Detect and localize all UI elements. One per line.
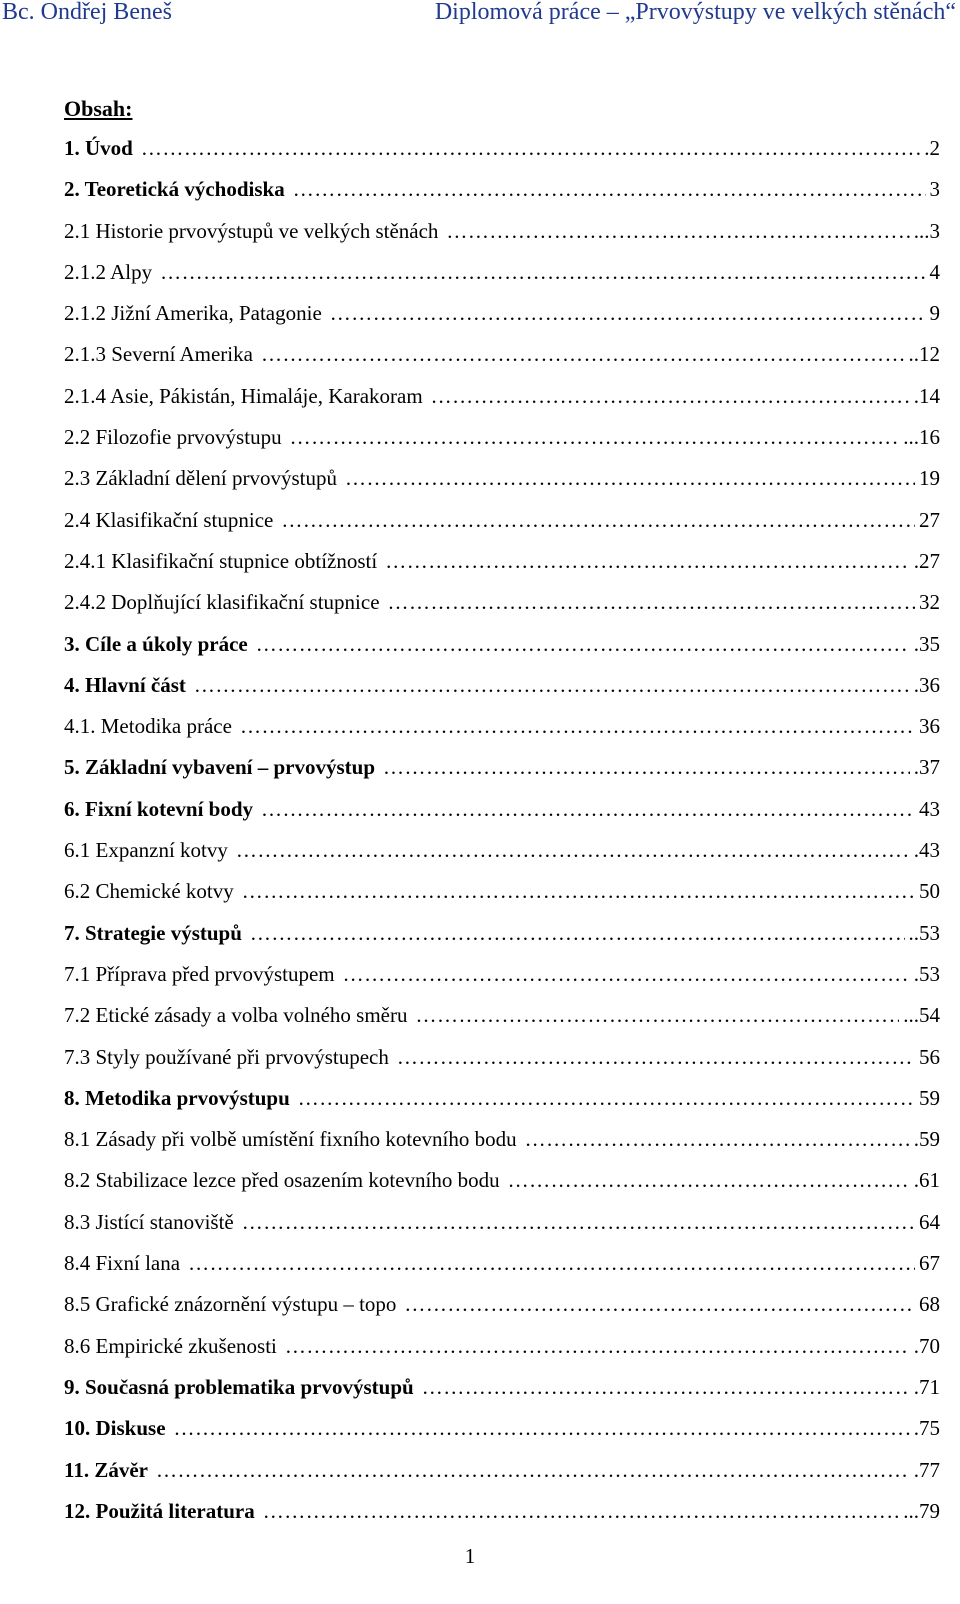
toc-dot-leader xyxy=(383,755,910,779)
toc-entry-page: .36 xyxy=(913,672,940,697)
toc-entry-page: 19 xyxy=(919,466,940,491)
toc-entry-page: .2 xyxy=(924,136,940,160)
toc-entry xyxy=(64,136,940,177)
toc-entry-label: 8.5 Grafické znázornění výstupu – topo xyxy=(64,1292,397,1317)
toc-dot-leader xyxy=(261,797,915,821)
toc-entry-page: .14 xyxy=(913,383,940,408)
toc-dot-leader xyxy=(431,384,910,408)
toc-entry xyxy=(64,632,940,673)
toc-entry-page: 68 xyxy=(919,1292,940,1317)
toc-dot-leader xyxy=(397,1045,915,1069)
toc-entry-label: 6.2 Chemické kotvy xyxy=(64,879,234,904)
toc-dot-leader xyxy=(261,342,905,366)
toc-entry xyxy=(64,177,940,218)
toc-entry xyxy=(64,797,940,838)
toc-entry-label: 12. Použitá literatura xyxy=(64,1498,255,1523)
toc-entry-page: ...3 xyxy=(913,218,940,243)
toc-entry-label: 2.1 Historie prvovýstupů ve velkých stěnách xyxy=(64,218,439,243)
toc-entry-page: .27 xyxy=(913,548,940,573)
toc-entry-label: 8.2 Stabilizace lezce před osazením kotevního bodu xyxy=(64,1168,500,1193)
toc-entry xyxy=(64,549,940,590)
toc-entry-page: .77 xyxy=(913,1457,940,1482)
toc-entry xyxy=(64,590,940,631)
toc-dot-leader xyxy=(263,1499,900,1523)
toc-entry-label: 8. Metodika prvovýstupu xyxy=(64,1085,290,1110)
toc-entry-page: 56 xyxy=(919,1044,940,1069)
toc-entry-label: 2.4 Klasifikační stupnice xyxy=(64,507,274,532)
toc-entry xyxy=(64,219,940,260)
toc-entry xyxy=(64,425,940,466)
toc-dot-leader xyxy=(422,1375,910,1399)
toc-dot-leader xyxy=(330,301,926,325)
toc-entry-page: .35 xyxy=(913,631,940,656)
toc-entry-label: 8.3 Jistící stanoviště xyxy=(64,1209,234,1234)
toc-entry-label: 2.4.1 Klasifikační stupnice obtížností xyxy=(64,548,378,573)
toc-dot-leader xyxy=(256,632,910,656)
toc-dot-leader xyxy=(194,673,910,697)
toc-entry xyxy=(64,508,940,549)
toc-entry-label: 2. Teoretická východiska xyxy=(64,177,285,202)
toc-entry-label: 2.1.2 Jižní Amerika, Patagonie xyxy=(64,301,322,326)
toc-entry xyxy=(64,1499,940,1540)
toc-dot-leader xyxy=(343,962,910,986)
toc-entry-label: 2.1.3 Severní Amerika xyxy=(64,342,253,367)
toc-dot-leader xyxy=(446,219,909,243)
toc-entry-page: ..53 xyxy=(908,920,940,945)
toc-dot-leader xyxy=(174,1416,910,1440)
toc-dot-leader xyxy=(242,1210,915,1234)
toc-entry-page: .59 xyxy=(913,1127,940,1152)
toc-entry-page: 9 xyxy=(929,301,940,326)
toc-dot-leader xyxy=(525,1127,910,1151)
toc-entry-page: .53 xyxy=(913,961,940,986)
toc-entry-label: 6. Fixní kotevní body xyxy=(64,796,254,821)
toc-dot-leader xyxy=(240,714,915,738)
toc-entry xyxy=(64,342,940,383)
toc-dot-leader xyxy=(242,879,915,903)
toc-entry-label: 6.1 Expanzní kotvy xyxy=(64,838,228,863)
toc-entry xyxy=(64,755,940,796)
toc-dot-leader xyxy=(250,921,905,945)
toc-entry-label: 2.1.4 Asie, Pákistán, Himaláje, Karakoram xyxy=(64,383,423,408)
toc-entry-page: .37 xyxy=(913,755,940,780)
toc-entry xyxy=(64,301,940,342)
toc-dot-leader xyxy=(293,177,926,201)
toc-entry-page: 64 xyxy=(919,1209,940,1234)
toc-entry-label: 2.1.2 Alpy xyxy=(64,259,153,284)
toc-entry-label: 7.2 Etické zásady a volba volného směru xyxy=(64,1003,408,1028)
toc-entry-page: 36 xyxy=(919,714,940,739)
toc-entry-page: 27 xyxy=(919,507,940,532)
toc-entry xyxy=(64,1127,940,1168)
toc-entry-label: 4.1. Metodika práce xyxy=(64,714,232,739)
toc-entry xyxy=(64,962,940,1003)
toc-entry-label: 3. Cíle a úkoly práce xyxy=(64,631,248,656)
toc-entry xyxy=(64,1086,940,1127)
toc-entry xyxy=(64,1168,940,1209)
toc-entry xyxy=(64,921,940,962)
toc-dot-leader xyxy=(298,1086,915,1110)
toc-dot-leader xyxy=(345,466,915,490)
toc-entry xyxy=(64,838,940,879)
toc-entry xyxy=(64,1210,940,1251)
toc-entry xyxy=(64,879,940,920)
toc-heading: Obsah: xyxy=(64,96,133,121)
toc-dot-leader xyxy=(385,549,910,573)
toc-entry-page: 67 xyxy=(919,1251,940,1276)
toc-dot-leader xyxy=(141,136,920,160)
toc-entry xyxy=(64,1251,940,1292)
toc-dot-leader xyxy=(388,590,915,614)
toc-entry xyxy=(64,714,940,755)
toc-entry xyxy=(64,1375,940,1416)
toc-entry-page: 32 xyxy=(919,590,940,615)
toc-entry-page: 59 xyxy=(919,1085,940,1110)
page-header xyxy=(0,0,960,28)
toc-dot-leader xyxy=(156,1458,910,1482)
toc-entry-label: 11. Závěr xyxy=(64,1457,148,1482)
toc-entry xyxy=(64,1003,940,1044)
toc-entry-label: 10. Diskuse xyxy=(64,1416,166,1441)
toc-dot-leader xyxy=(281,508,915,532)
toc-entry-page: 43 xyxy=(919,796,940,821)
toc-entry-label: 8.1 Zásady při volbě umístění fixního kotevního bodu xyxy=(64,1127,517,1152)
toc-entry-page: .75 xyxy=(913,1416,940,1441)
header-author: Bc. Ondřej Beneš xyxy=(2,0,172,25)
toc-dot-leader xyxy=(285,1334,910,1358)
toc-entry-label: 7. Strategie výstupů xyxy=(64,920,242,945)
toc-entry xyxy=(64,1292,940,1333)
page-number: 1 xyxy=(464,1544,476,1568)
toc-dot-leader xyxy=(290,425,900,449)
toc-dot-leader xyxy=(415,1003,899,1027)
toc-entry xyxy=(64,1416,940,1457)
toc-entry-page: 3 xyxy=(929,177,940,202)
toc-entry xyxy=(64,1045,940,1086)
toc-entry xyxy=(64,1334,940,1375)
toc-entry xyxy=(64,260,940,301)
table-of-contents xyxy=(64,136,940,1540)
header-thesis-title: Diplomová práce – „Prvovýstupy ve velkých stěnách“ xyxy=(434,0,956,25)
toc-entry-page: ...54 xyxy=(903,1003,940,1028)
toc-entry-page: .71 xyxy=(913,1374,940,1399)
toc-entry xyxy=(64,384,940,425)
toc-entry-page: ...16 xyxy=(903,425,940,450)
toc-entry-label: 2.2 Filozofie prvovýstupu xyxy=(64,425,282,450)
toc-entry-label: 7.3 Styly používané při prvovýstupech xyxy=(64,1044,389,1069)
toc-entry-page: .43 xyxy=(913,838,940,863)
toc-dot-leader xyxy=(508,1168,910,1192)
toc-entry-label: 2.4.2 Doplňující klasifikační stupnice xyxy=(64,590,380,615)
toc-entry-page: .70 xyxy=(913,1333,940,1358)
toc-dot-leader xyxy=(160,260,925,284)
toc-entry xyxy=(64,466,940,507)
toc-dot-leader xyxy=(188,1251,915,1275)
toc-entry-page: ...79 xyxy=(903,1498,940,1523)
toc-entry-label: 9. Současná problematika prvovýstupů xyxy=(64,1374,414,1399)
toc-entry-label: 8.6 Empirické zkušenosti xyxy=(64,1333,277,1358)
toc-dot-leader xyxy=(236,838,910,862)
toc-entry-label: 2.3 Základní dělení prvovýstupů xyxy=(64,466,337,491)
toc-entry-page: .61 xyxy=(913,1168,940,1193)
toc-dot-leader xyxy=(404,1292,915,1316)
toc-entry-page: 4 xyxy=(929,259,940,284)
toc-entry xyxy=(64,1458,940,1499)
toc-entry-label: 1. Úvod xyxy=(64,136,133,160)
toc-entry-page: 50 xyxy=(919,879,940,904)
toc-entry-page: ..12 xyxy=(908,342,940,367)
toc-entry-label: 8.4 Fixní lana xyxy=(64,1251,181,1276)
toc-entry-label: 5. Základní vybavení – prvovýstup xyxy=(64,755,376,780)
toc-entry-label: 7.1 Příprava před prvovýstupem xyxy=(64,961,335,986)
toc-entry xyxy=(64,673,940,714)
toc-entry-label: 4. Hlavní část xyxy=(64,672,186,697)
